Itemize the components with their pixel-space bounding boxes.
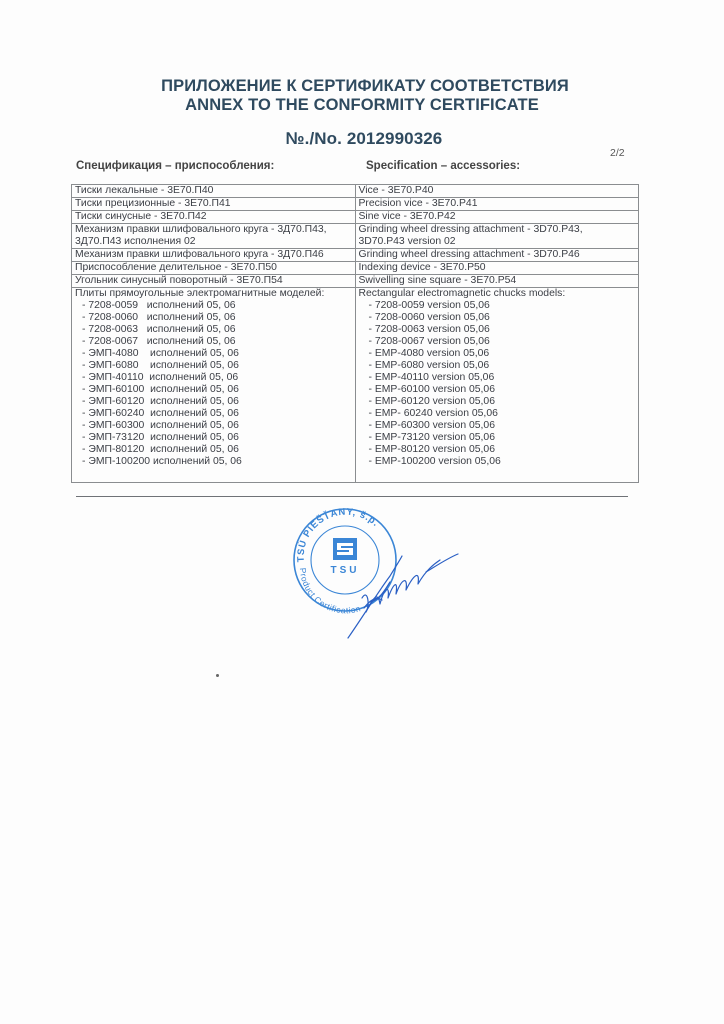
- list-item: - 7208-0059 исполнений 05, 06: [82, 300, 236, 311]
- list-item: - 7208-0063 version 05,06: [368, 324, 490, 335]
- list-item: - 7208-0059 version 05,06: [368, 300, 490, 311]
- list-item: - ЭМП-40110 исполнений 05, 06: [82, 372, 239, 383]
- list-item: - ЭМП-60120 исполнений 05, 06: [82, 396, 239, 407]
- list-item: - EMP-73120 version 05,06: [368, 432, 495, 443]
- cell-ru: Приспособление делительное - 3Е70.П50: [72, 262, 356, 275]
- table-row: [72, 211, 639, 224]
- stamp-bottom-text: Product Certification: [297, 567, 363, 615]
- list-item: - EMP-60300 version 05,06: [368, 420, 495, 431]
- cell-en: Swivelling sine square - 3E70.P54: [355, 275, 639, 288]
- cell-en: Sine vice - 3E70.P42: [355, 211, 639, 224]
- certificate-number: №./No. 2012990326: [285, 129, 443, 148]
- spec-heading-ru: Спецификация – приспособления:: [76, 160, 275, 172]
- cell-ru: Тиски лекальные - 3Е70.П40: [72, 185, 356, 198]
- list-item: - EMP-40110 version 05,06: [368, 372, 495, 383]
- cell-en: Indexing device - 3E70.P50: [355, 262, 639, 275]
- specification-table: [71, 184, 639, 483]
- cell-line: Grinding wheel dressing attachment - 3D70.P43,: [358, 224, 583, 235]
- table-row: [72, 224, 639, 249]
- list-item: - 7208-0067 исполнений 05, 06: [82, 336, 236, 347]
- table-row: [72, 185, 639, 198]
- cell-line: 3Д70.П43 исполнения 02: [75, 236, 196, 247]
- chucks-heading-ru: Плиты прямоугольные электромагнитные моделей:: [75, 288, 325, 299]
- list-item: - ЭМП-6080 исполнений 05, 06: [82, 360, 239, 371]
- list-item: - ЭМП-100200 исполнений 05, 06: [82, 456, 242, 467]
- cell-line: Механизм правки шлифовального круга - 3Д70.П43,: [75, 224, 327, 235]
- cell-ru: [72, 288, 356, 483]
- list-item: - ЭМП-60300 исполнений 05, 06: [82, 420, 239, 431]
- scan-speck: [216, 674, 219, 677]
- table-row: [72, 198, 639, 211]
- cell-en: Precision vice - 3E70.P41: [355, 198, 639, 211]
- table-row-chucks: [72, 288, 639, 483]
- list-item: - 7208-0067 version 05,06: [368, 336, 490, 347]
- signature-icon: [340, 548, 465, 640]
- list-item: - 7208-0060 version 05,06: [368, 312, 490, 323]
- table-row: [72, 275, 639, 288]
- cell-ru: Угольник синусный поворотный - 3Е70.П54: [72, 275, 356, 288]
- cell-line: 3D70.P43 version 02: [358, 236, 456, 247]
- list-item: - EMP-60120 version 05,06: [368, 396, 495, 407]
- cell-ru: Тиски прецизионные - 3Е70.П41: [72, 198, 356, 211]
- cell-ru: Тиски синусные - 3Е70.П42: [72, 211, 356, 224]
- list-item: - EMP-6080 version 05,06: [368, 360, 490, 371]
- list-item: - 7208-0063 исполнений 05, 06: [82, 324, 236, 335]
- stamp-logo-text: TSU: [330, 565, 360, 576]
- list-item: - EMP-4080 version 05,06: [368, 348, 490, 359]
- cell-ru: Механизм правки шлифовального круга - 3Д70.П46: [72, 249, 356, 262]
- chucks-list-en: [359, 300, 636, 468]
- signature-separator-line: [76, 496, 628, 497]
- spec-heading-en: Specification – accessories:: [366, 160, 521, 172]
- cell-en: [355, 224, 639, 249]
- cell-en: Grinding wheel dressing attachment - 3D70.P46: [355, 249, 639, 262]
- table-row: [72, 249, 639, 262]
- chucks-list-ru: [75, 300, 352, 468]
- list-item: - ЭМП-73120 исполнений 05, 06: [82, 432, 239, 443]
- list-item: - ЭМП-60100 исполнений 05, 06: [82, 384, 239, 395]
- title-en: ANNEX TO THE CONFORMITY CERTIFICATE: [185, 96, 539, 114]
- list-item: - EMP-80120 version 05,06: [368, 444, 495, 455]
- title-ru: ПРИЛОЖЕНИЕ К СЕРТИФИКАТУ СООТВЕТСТВИЯ: [161, 77, 569, 95]
- cell-en: Vice - 3E70.P40: [355, 185, 639, 198]
- page-number: 2/2: [610, 147, 625, 159]
- list-item: - ЭМП-4080 исполнений 05, 06: [82, 348, 239, 359]
- cell-en: [355, 288, 639, 483]
- list-item: - EMP-100200 version 05,06: [368, 456, 501, 467]
- stamp-top-text: TSÚ PIEŠŤANY, š.p.: [295, 506, 382, 563]
- list-item: - ЭМП-60240 исполнений 05, 06: [82, 408, 239, 419]
- cell-ru: [72, 224, 356, 249]
- list-item: - EMP- 60240 version 05,06: [368, 408, 498, 419]
- list-item: - EMP-60100 version 05,06: [368, 384, 495, 395]
- list-item: - ЭМП-80120 исполнений 05, 06: [82, 444, 239, 455]
- list-item: - 7208-0060 исполнений 05, 06: [82, 312, 236, 323]
- chucks-heading-en: Rectangular electromagnetic chucks models:: [358, 288, 566, 299]
- table-row: [72, 262, 639, 275]
